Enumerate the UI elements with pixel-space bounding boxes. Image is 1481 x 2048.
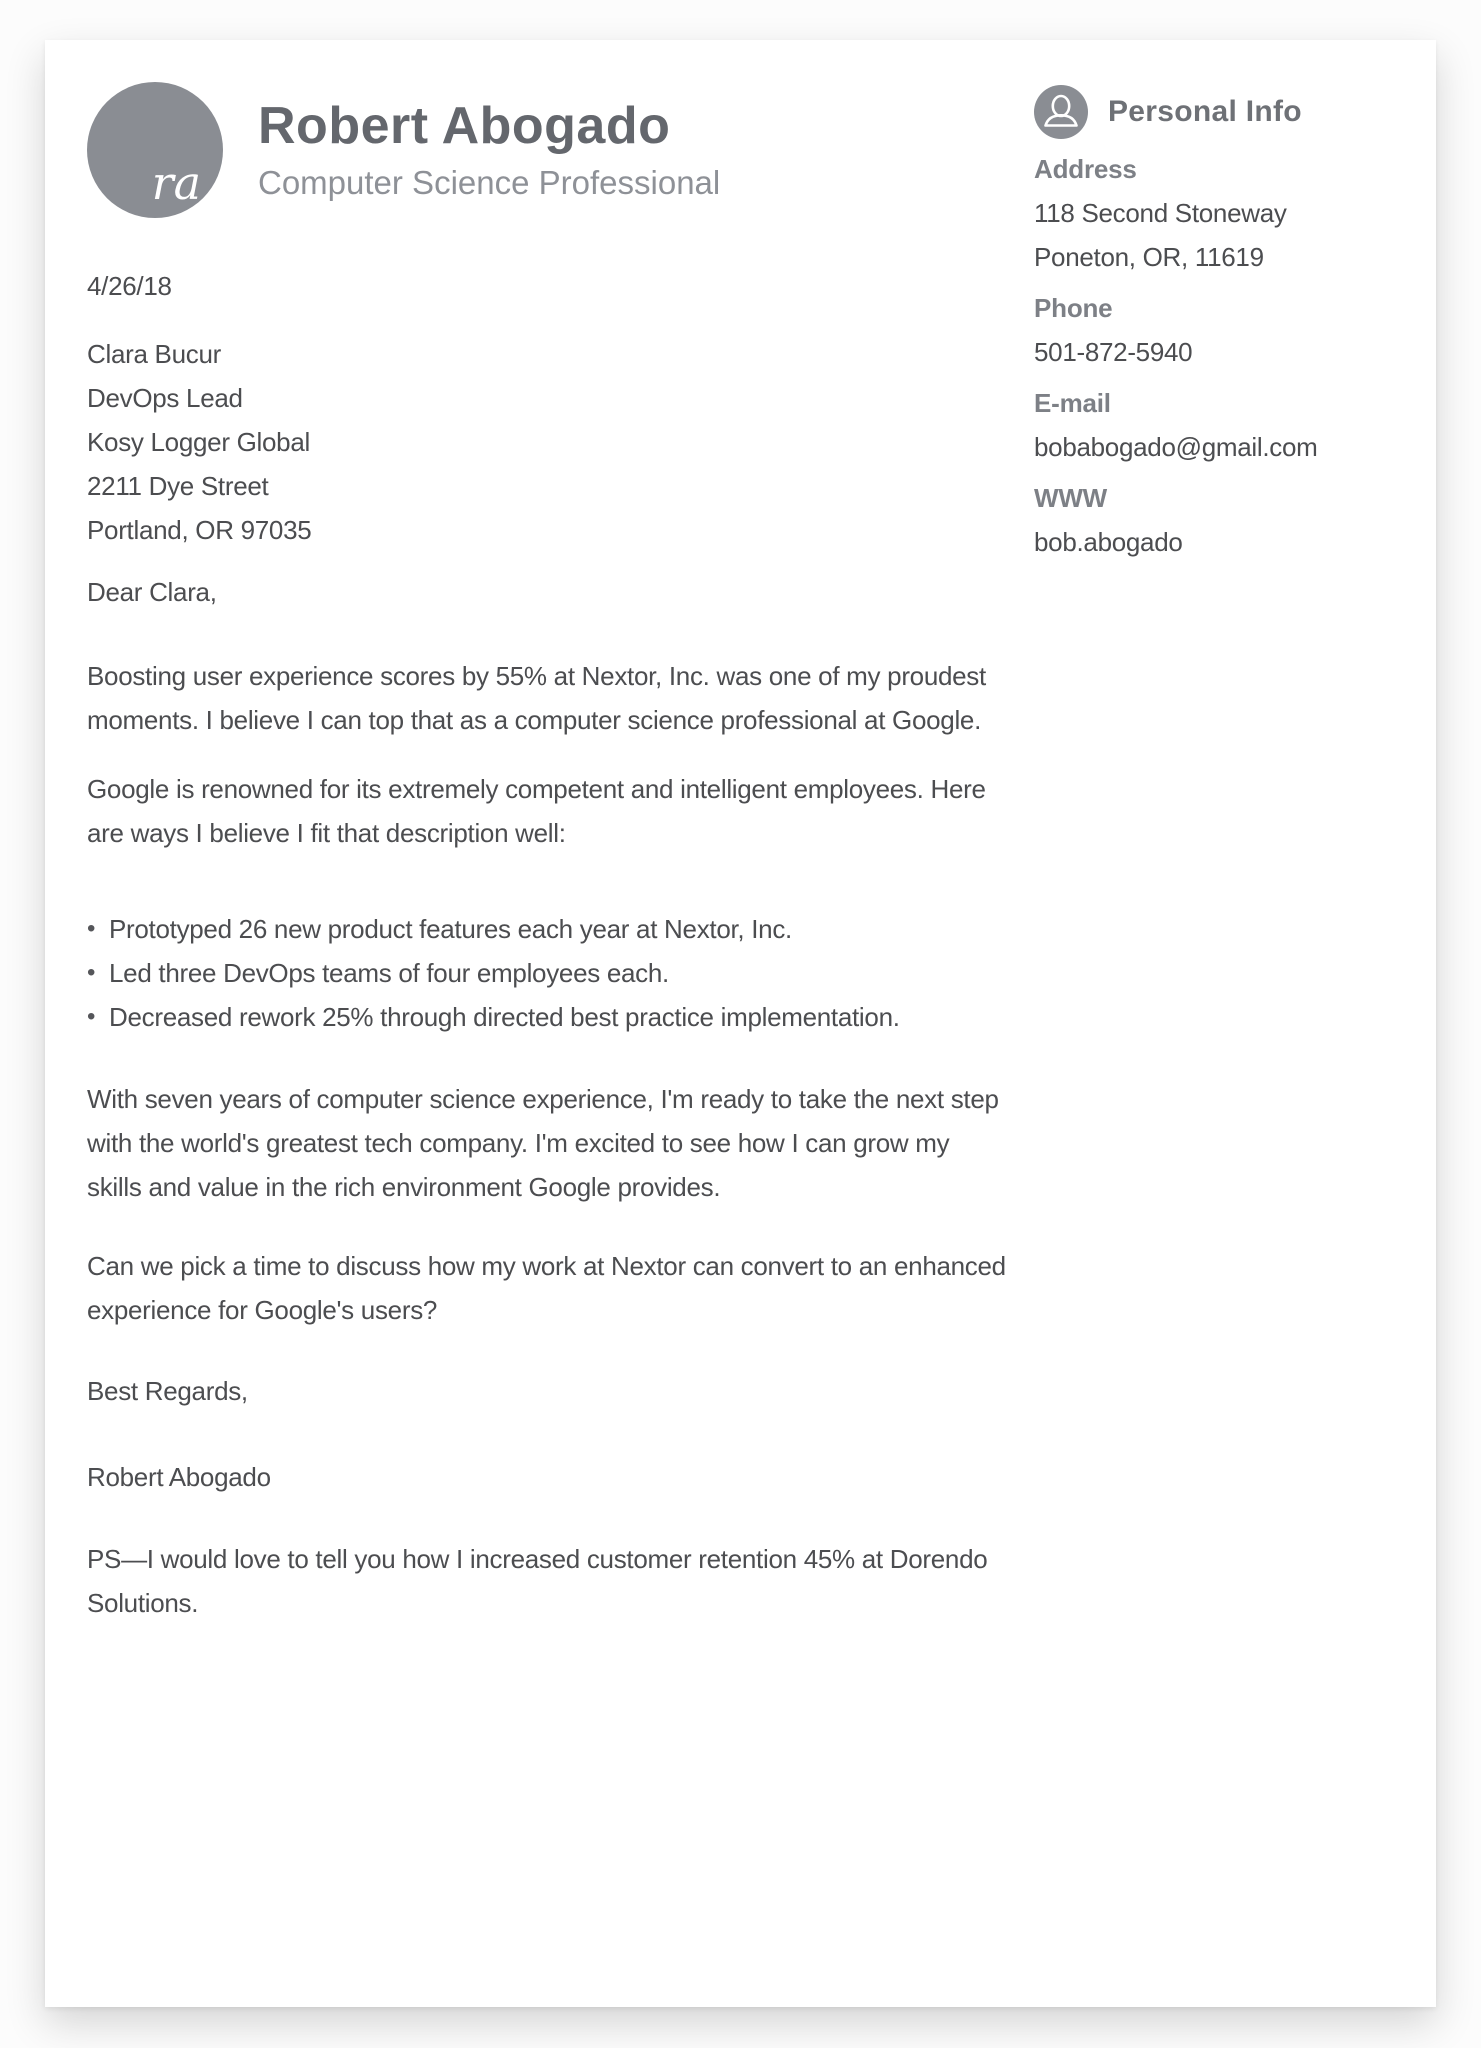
- recipient-name: Clara Bucur: [87, 339, 221, 369]
- field-value: Poneton, OR, 11619: [1034, 242, 1264, 272]
- paragraph: Google is renowned for its extremely competent and intelligent employees. Here are ways I believe I fit that description well:: [87, 774, 986, 848]
- field-email: [1034, 381, 1414, 469]
- personal-info-sidebar: [1034, 40, 1414, 1625]
- list-item: • Prototyped 26 new product features each year at Nextor, Inc.: [87, 907, 1007, 951]
- page-content: [45, 40, 1436, 1625]
- sidebar-title: Personal Info: [1108, 95, 1302, 128]
- recipient-block: [87, 332, 1007, 552]
- letter-header: [87, 82, 1007, 218]
- recipient-street: 2211 Dye Street: [87, 471, 269, 501]
- recipient-city: Portland, OR 97035: [87, 515, 312, 545]
- recipient-role: DevOps Lead: [87, 383, 243, 413]
- letter-column: [45, 40, 1007, 1625]
- recipient-company: Kosy Logger Global: [87, 427, 310, 457]
- field-value: bob.abogado: [1034, 527, 1183, 557]
- list-item: • Led three DevOps teams of four employees each.: [87, 951, 1007, 995]
- field-value: 118 Second Stoneway: [1034, 198, 1287, 228]
- personal-info-fields: [1034, 147, 1414, 564]
- avatar: [87, 82, 223, 218]
- postscript: PS—I would love to tell you how I increased customer retention 45% at Dorendo Solutions.: [87, 1544, 988, 1618]
- achievement-list: [87, 907, 1007, 1039]
- person-icon: [1034, 85, 1088, 139]
- letter-date: 4/26/18: [87, 271, 172, 301]
- paragraph: Boosting user experience scores by 55% at Nextor, Inc. was one of my proudest moments. I believe I can top that as a computer science professional at Google.: [87, 661, 986, 735]
- salutation: Dear Clara,: [87, 577, 217, 607]
- field-www: [1034, 476, 1414, 564]
- field-label: Phone: [1034, 293, 1113, 323]
- field-value: bobabogado@gmail.com: [1034, 432, 1318, 462]
- list-item: • Decreased rework 25% through directed best practice implementation.: [87, 995, 1007, 1039]
- signature: Robert Abogado: [87, 1462, 271, 1492]
- letter-body: [87, 264, 1007, 1625]
- personal-info-header: [1034, 85, 1414, 139]
- closing: Best Regards,: [87, 1376, 248, 1406]
- name-block: [258, 98, 720, 201]
- field-phone: [1034, 286, 1414, 374]
- field-label: E-mail: [1034, 388, 1111, 418]
- avatar-initials: ra: [151, 156, 201, 210]
- page-title: Robert Abogado: [258, 97, 671, 156]
- field-value: 501-872-5940: [1034, 337, 1193, 367]
- paragraph: With seven years of computer science experience, I'm ready to take the next step with the world's greatest tech company. I'm excited to see how I can grow my skills and value in the rich environment Google provides.: [87, 1084, 999, 1202]
- cover-letter-page: [45, 40, 1436, 2007]
- job-title: Computer Science Professional: [258, 163, 721, 201]
- field-address: [1034, 147, 1414, 279]
- field-label: WWW: [1034, 483, 1108, 513]
- field-label: Address: [1034, 154, 1137, 184]
- paragraph: Can we pick a time to discuss how my work at Nextor can convert to an enhanced experience for Google's users?: [87, 1251, 1006, 1325]
